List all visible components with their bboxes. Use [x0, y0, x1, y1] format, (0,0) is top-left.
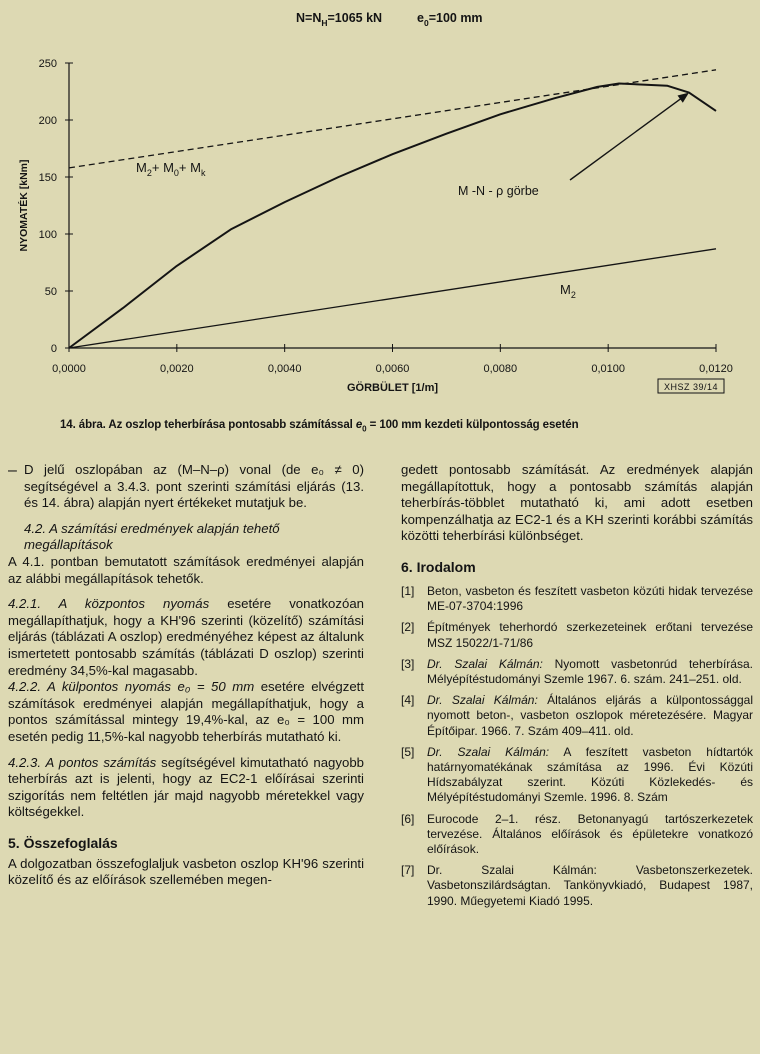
series-label-dashed-part2: + M — [151, 160, 174, 175]
caption-e-sub: 0 — [362, 424, 367, 434]
y-tick-label: 0 — [50, 343, 57, 355]
text-4-2-1: esetére vonatkozóan megállapíthatjuk, hogy a KH'96 szerinti (közelítő) számítási eljárás (táblázati A oszlop) eredményéhez képest az általunk ismertetett pontosabb számítás (táblázati D oszlop) szerinti eredmény 34,5%-kal magasabb. — [8, 596, 364, 678]
series-line-2 — [69, 84, 716, 349]
figure-header: $N=N_H=1065$ kN — [296, 11, 383, 28]
reference-body — [427, 584, 753, 614]
reference-body — [427, 745, 753, 806]
reference-author: Dr. Szalai Kálmán: — [427, 744, 550, 759]
x-tick-label: 0,0040 — [267, 363, 302, 375]
reference-text: Beton, vasbeton és feszített vasbeton közúti hidak tervezése ME-07-3704:1996 — [427, 583, 753, 614]
reference-list — [401, 584, 753, 909]
reference-body — [427, 693, 753, 739]
caption-tail: = 100 mm kezdeti külpontosság esetén — [369, 419, 579, 431]
moment-curvature-chart — [0, 0, 760, 415]
annotation-arrow-line — [570, 96, 684, 180]
x-tick-label: 0,0020 — [160, 363, 194, 375]
reference-author: Dr. Szalai Kálmán: — [427, 656, 543, 671]
label-4-2-1: 4.2.1. A központos nyomás — [8, 596, 210, 612]
reference-text: Építmények teherhordó szerkezeteinek erőtani tervezése MSZ 15022/1-71/86 — [427, 620, 753, 650]
reference-text: Eurocode 2–1. rész. Betonanyagú tartószerkezetek tervezése. Általános előírások és épületekre vonatkozó előírások. — [427, 811, 753, 857]
x-tick-label: 0,0060 — [375, 363, 410, 375]
paragraph-continued: gedett pontosabb számítását. Az eredmények alapján megállapítottuk, hogy a pontosabb számítás alapján teherbírás-többlet mutatható ki, ami adott esetben kompenzálhatja az EC2-1 és a KH szerinti korábbi számítás közötti teherbírási különbséget. — [401, 462, 753, 544]
reference-number: [2] — [401, 620, 415, 635]
y-tick-label: 100 — [38, 229, 57, 241]
header-value: =1065 kN — [327, 11, 383, 25]
reference-author: Dr. Szalai Kálmán: — [427, 693, 538, 708]
dash-bullet: – — [8, 462, 17, 479]
heading-4-2: 4.2. A számítási eredmények alapján tehető megállapítások — [24, 520, 280, 553]
series-label-m2-sub: 2 — [570, 290, 576, 300]
y-tick-label: 250 — [38, 58, 57, 70]
reference-text: Általános eljárás a külpontossággal nyomott beton-, vasbeton oszlopok méretezésére. Magyar Építőipar. 1966. 7. Szám 409–411. old. — [427, 693, 753, 738]
header-e-subscript: 0 — [423, 18, 429, 28]
reference-item — [401, 812, 753, 858]
reference-body — [427, 657, 753, 687]
x-axis-label: GÖRBÜLET [1/m] — [346, 382, 439, 394]
figure-header-e: $e_0=100$ mm — [417, 11, 483, 28]
reference-number: [7] — [401, 863, 415, 878]
dash-list-item — [8, 462, 364, 512]
paragraph-4-2-1 — [8, 596, 364, 679]
paragraph-5: A dolgozatban összefoglaljuk vasbeton oszlop KH'96 szerinti közelítő és az előírások szellemében megen- — [8, 855, 364, 888]
dash-item-text: D jelű oszlopában az (M–N–ρ) vonal (de e₀ ≠ 0) segítségével a 3.4.3. pont szerinti számítási eljárás (13. és 14. ábra) alapján nyert értékeket mutatjuk be. — [24, 462, 364, 511]
heading-5: 5. Összefoglalás — [8, 834, 118, 851]
figure-stamp-text: XHSZ 39/14 — [663, 382, 719, 392]
reference-item — [401, 584, 753, 614]
label-4-2-3: 4.2.3. A pontos számítás — [8, 754, 157, 770]
x-tick-label: 0,0100 — [591, 363, 625, 375]
reference-item — [401, 657, 753, 687]
left-column — [8, 462, 364, 889]
reference-item — [401, 745, 753, 806]
label-4-2-2: 4.2.2. A külpontos nyomás e₀ = 50 mm — [8, 679, 255, 695]
series-label-dashed-sub1: 2 — [146, 168, 152, 178]
figure-14 — [0, 0, 760, 445]
reference-text: Nyomott vasbetonrúd teherbírása. Mélyépítéstudományi Szemle 1967. 6. szám. 241–251. old. — [427, 656, 753, 686]
reference-number: [6] — [401, 811, 415, 826]
x-tick-label: 0,0000 — [52, 363, 86, 375]
reference-item — [401, 863, 753, 909]
paragraph-4-2-3 — [8, 755, 364, 821]
x-tick-label: 0,0120 — [699, 363, 733, 375]
series-line-3 — [69, 249, 716, 348]
y-tick-label: 50 — [44, 286, 57, 298]
text-4-2-3: segítségével kimutatható nagyobb teherbírás azt is jelenti, hogy az EC2-1 előírásai szerinti szigorítás nem feltétlen jár majd nagyobb méretekkel vagy költségekkel. — [8, 754, 364, 820]
reference-body — [427, 863, 753, 909]
reference-number: [5] — [401, 744, 415, 759]
text-4-2-2: esetére elvégzett számítások eredményei alapján megállapíthatjuk, hogy a pontos számítással mintegy 19,4%-kal, az e₀ = 100 mm esetén pedig 11,5%-kal nagyobb teherbírás mutatható ki. — [8, 679, 364, 744]
y-tick-label: 200 — [38, 115, 57, 127]
reference-number: [4] — [401, 693, 415, 708]
series-label-dashed: $M_2+ M_0+ M_k$ — [136, 160, 206, 178]
reference-number: [3] — [401, 656, 415, 671]
series-label-dashed-sub2: 0 — [173, 168, 179, 178]
series-label-m2: $M_2$ — [560, 282, 576, 300]
reference-text: A feszített vasbeton hídtartók határnyomatékának számítása az 1996. Évi Közúti Hídszabályzat szerint. Közúti Közlekedés- és Mélyépítéstudományi Szemle. 1996. 8. Szám — [427, 744, 753, 805]
paragraph-4-2-2 — [8, 679, 364, 745]
header-subscript: H — [321, 18, 328, 28]
figure-caption — [60, 419, 740, 433]
header-e-value: =100 mm — [428, 11, 483, 25]
right-column — [401, 462, 753, 915]
reference-item — [401, 693, 753, 739]
heading-6: 6. Irodalom — [401, 558, 476, 575]
x-tick-label: 0,0080 — [483, 363, 518, 375]
reference-item — [401, 620, 753, 650]
reference-text: Dr. Szalai Kálmán: Vasbetonszerkezetek. Vasbetonszilárdságtan. Tankönyvkiadó, Budapest 1987, 1990. Műegyetemi Kiadó 1995. — [427, 863, 753, 908]
y-axis-label: NYOMATÉK [kNm] — [18, 159, 30, 252]
series-label-dashed-part3: + M — [178, 160, 201, 175]
series-label-dashed-sub3: k — [200, 168, 206, 178]
caption-lead: 14. ábra. Az oszlop teherbírása pontosabb számítással — [60, 419, 353, 431]
series-label-curve: M -N - ρ görbe — [458, 184, 539, 198]
reference-body — [427, 812, 753, 858]
y-tick-label: 150 — [38, 172, 57, 184]
caption-e-symbol: e — [355, 419, 363, 431]
annotation-arrow-head — [678, 93, 690, 103]
reference-body — [427, 620, 753, 650]
paragraph-4-2: A 4.1. pontban bemutatott számítások eredményei alapján az alábbi megállapítások tehetők. — [8, 553, 364, 586]
reference-number: [1] — [401, 583, 415, 598]
